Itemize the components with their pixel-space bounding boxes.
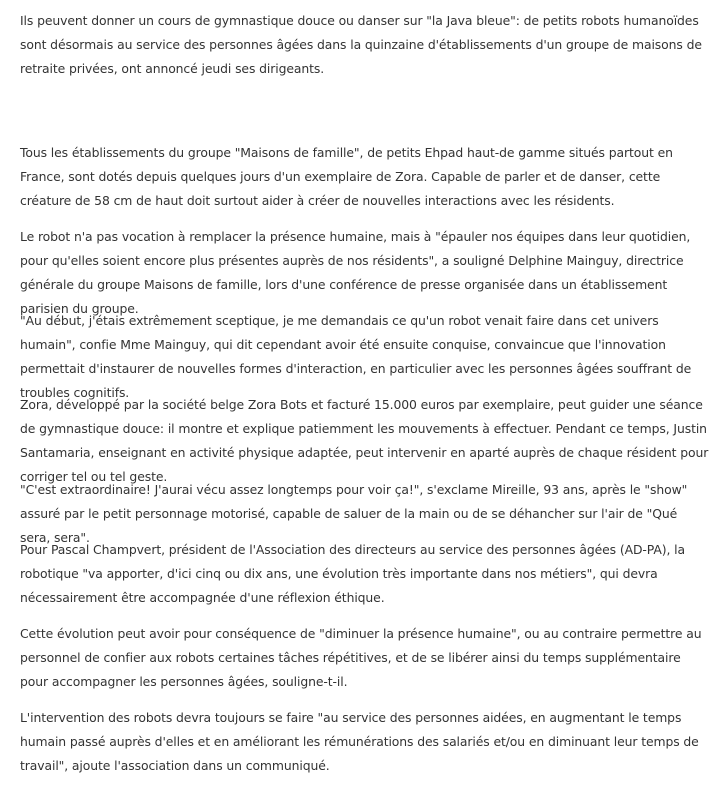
article-paragraph: Zora, développé par la société belge Zora Bots et facturé 15.000 euros par exemplaire, peut guider une séance de gymnastique douce: il montre et explique patiemment les mouvements à effectuer. Pendant ce temps, Justin Santamaria, enseignant en activité physique adaptée, peut intervenir en aparté auprès de chaque résident pour corriger tel ou tel geste. (20, 397, 709, 484)
article-paragraph: Pour Pascal Champvert, président de l'Association des directeurs au service des personnes âgées (AD-PA), la robotique "va apporter, d'ici cinq ou dix ans, une évolution très importante dans nos métiers", qui devra nécessairement être accompagnée d'une réflexion éthique. (20, 542, 686, 605)
article-paragraph: Cette évolution peut avoir pour conséquence de "diminuer la présence humaine", ou au contraire permettre au personnel de confier aux robots certaines tâches répétitives, et de se libérer ainsi du temps supplémentaire pour accompagner les personnes âgées, souligne-t-il. (20, 626, 702, 689)
article-paragraph: "Au début, j'étais extrêmement sceptique, je me demandais ce qu'un robot venait faire dans cet univers humain", confie Mme Mainguy, qui dit cependant avoir été ensuite conquise, convaincue que l'innovation permettait d'instaurer de nouvelles formes d'interaction, en particulier avec les personnes âgées souffrant de troubles cognitifs. (20, 313, 692, 400)
article-paragraph: Tous les établissements du groupe "Maisons de famille", de petits Ehpad haut-de gamme situés partout en France, sont dotés depuis quelques jours d'un exemplaire de Zora. Capable de parler et de danser, cette créature de 58 cm de haut doit surtout aider à créer de nouvelles interactions avec les résidents. (20, 145, 673, 208)
article-paragraph: Ils peuvent donner un cours de gymnastique douce ou danser sur "la Java bleue": de petits robots humanoïdes sont désormais au service des personnes âgées dans la quinzaine d'établissements d'un groupe de maisons de retraite privées, ont annoncé jeudi ses dirigeants. (20, 13, 702, 76)
article-paragraph: L'intervention des robots devra toujours se faire "au service des personnes aidées, en augmentant le temps humain passé auprès d'elles et en améliorant les rémunérations des salariés et/ou en diminuant leur temps de travail", ajoute l'association dans un communiqué. (20, 710, 699, 773)
article-paragraph: Le robot n'a pas vocation à remplacer la présence humaine, mais à "épauler nos équipes dans leur quotidien, pour qu'elles soient encore plus présentes auprès de nos résidents", a souligné Delphine Mainguy, directrice générale du groupe Maisons de famille, lors d'une conférence de presse organisée dans un établissement parisien du groupe. (20, 229, 691, 316)
article-paragraph: "C'est extraordinaire! J'aurai vécu assez longtemps pour voir ça!", s'exclame Mireille, 93 ans, après le "show" assuré par le petit personnage motorisé, capable de saluer de la main ou de se déhancher sur l'air de "Qué sera, sera". (20, 482, 688, 545)
